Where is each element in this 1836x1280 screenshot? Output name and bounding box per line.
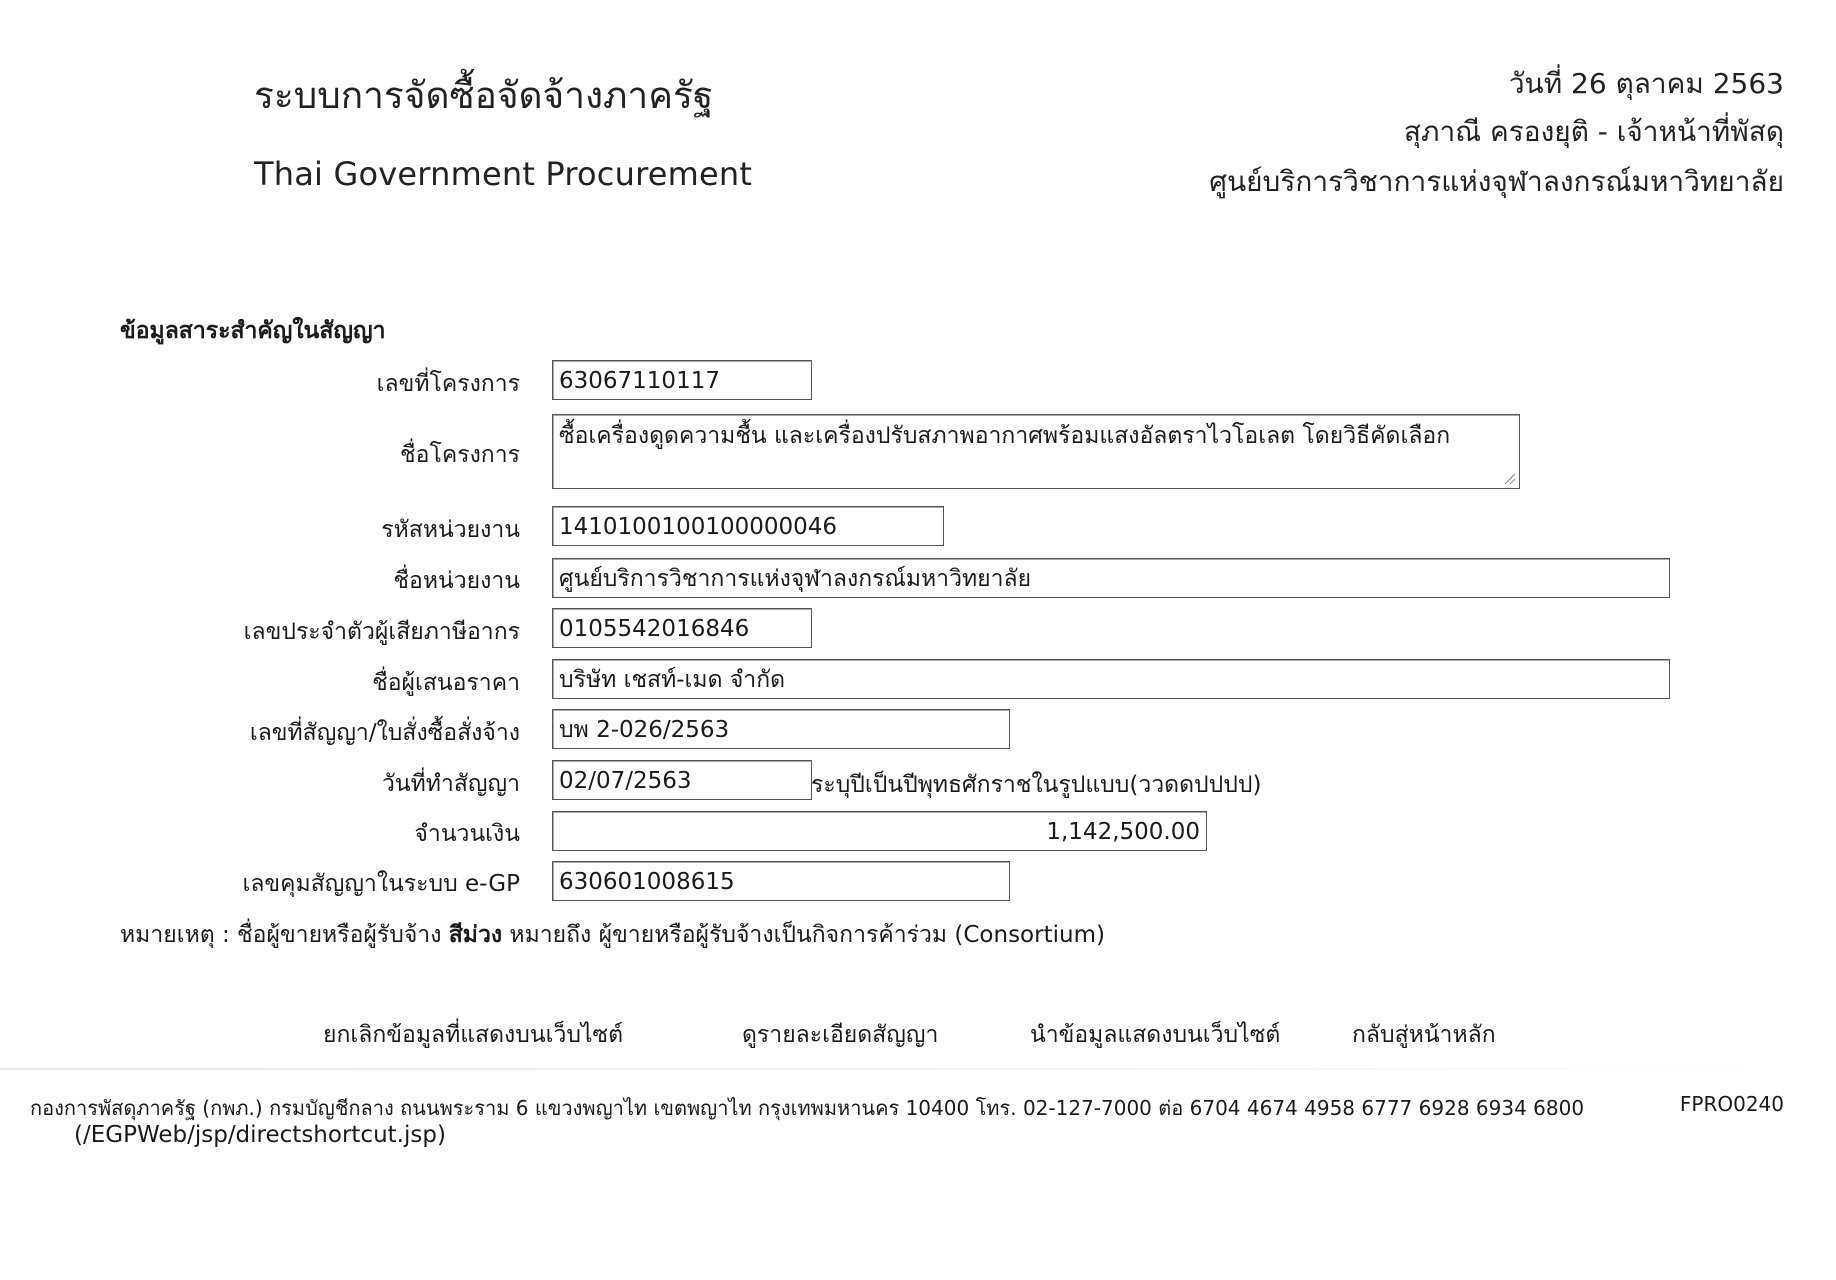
- footer-address: กองการพัสดุภาครัฐ (กพภ.) กรมบัญชีกลาง ถนนพระราม 6 แขวงพญาไท เขตพญาไท กรุงเทพมหานคร 10400 โทร. 02-127-7000 ต่อ 6704 4674 4958 6777 6928 6934 6800: [30, 1096, 1585, 1120]
- dept-name-label: ชื่อหน่วยงาน: [393, 568, 520, 594]
- page-path: (/EGPWeb/jsp/directshortcut.jsp): [74, 1122, 446, 1148]
- project-name-label: ชื่อโครงการ: [400, 442, 520, 468]
- contract-no-label: เลขที่สัญญา/ใบสั่งซื้อสั่งจ้าง: [249, 720, 520, 746]
- project-no-field[interactable]: 63067110117: [552, 360, 812, 400]
- amount-label: จำนวนเงิน: [414, 821, 520, 847]
- cancel-display-link[interactable]: ยกเลิกข้อมูลที่แสดงบนเว็บไซต์: [323, 1022, 624, 1048]
- user-name: สุภาณี ครองยุติ - เจ้าหน้าที่พัสดุ: [1403, 115, 1784, 148]
- page-code: FPRO0240: [1679, 1092, 1784, 1116]
- bidder-name-field[interactable]: บริษัท เชสท์-เมด จำกัด: [552, 659, 1670, 699]
- contract-date-field[interactable]: 02/07/2563: [552, 760, 812, 800]
- home-link[interactable]: กลับสู่หน้าหลัก: [1352, 1022, 1496, 1048]
- view-details-link[interactable]: ดูรายละเอียดสัญญา: [742, 1022, 939, 1048]
- project-name-text: ซื้อเครื่องดูดความชื้น และเครื่องปรับสภาพอากาศพร้อมแสงอัลตราไวโอเลต โดยวิธีคัดเลือก: [559, 423, 1451, 449]
- note-prefix: หมายเหตุ : ชื่อผู้ขายหรือผู้รับจ้าง: [120, 922, 449, 948]
- dept-code-field[interactable]: 1410100100100000046: [552, 506, 944, 546]
- contract-no-field[interactable]: บพ 2-026/2563: [552, 709, 1010, 749]
- amount-field[interactable]: 1,142,500.00: [552, 811, 1207, 851]
- dept-code-label: รหัสหน่วยงาน: [381, 517, 520, 543]
- current-date: วันที่ 26 ตุลาคม 2563: [1508, 67, 1784, 100]
- contract-date-hint: ระบุปีเป็นปีพุทธศักราชในรูปแบบ(ววดดปปปป): [811, 772, 1262, 798]
- egp-no-label: เลขคุมสัญญาในระบบ e-GP: [242, 871, 520, 897]
- publish-link[interactable]: นำข้อมูลแสดงบนเว็บไซต์: [1030, 1022, 1281, 1048]
- contract-date-label: วันที่ทำสัญญา: [381, 771, 520, 797]
- system-title: ระบบการจัดซื้อจัดจ้างภาครัฐ: [254, 74, 714, 117]
- tax-id-label: เลขประจำตัวผู้เสียภาษีอากร: [243, 619, 520, 645]
- project-name-textarea[interactable]: [552, 414, 1520, 489]
- tax-id-field[interactable]: 0105542016846: [552, 608, 812, 648]
- dept-name-field[interactable]: ศูนย์บริการวิชาการแห่งจุฬาลงกรณ์มหาวิทยาลัย: [552, 558, 1670, 598]
- egp-no-field[interactable]: 630601008615: [552, 861, 1010, 901]
- section-title: ข้อมูลสาระสำคัญในสัญญา: [120, 318, 386, 344]
- bidder-name-label: ชื่อผู้เสนอราคา: [372, 670, 520, 696]
- consortium-note: [120, 917, 1105, 953]
- note-highlight: สีม่วง: [448, 922, 503, 948]
- resize-handle-icon[interactable]: [1502, 471, 1516, 485]
- note-suffix: หมายถึง ผู้ขายหรือผู้รับจ้างเป็นกิจการค้าร่วม (Consortium): [502, 922, 1105, 948]
- organization-name: ศูนย์บริการวิชาการแห่งจุฬาลงกรณ์มหาวิทยาลัย: [1209, 165, 1784, 198]
- project-no-label: เลขที่โครงการ: [376, 371, 520, 397]
- footer-divider: [0, 1068, 1836, 1070]
- system-subtitle: Thai Government Procurement: [254, 155, 753, 193]
- action-bar: [0, 1017, 1836, 1051]
